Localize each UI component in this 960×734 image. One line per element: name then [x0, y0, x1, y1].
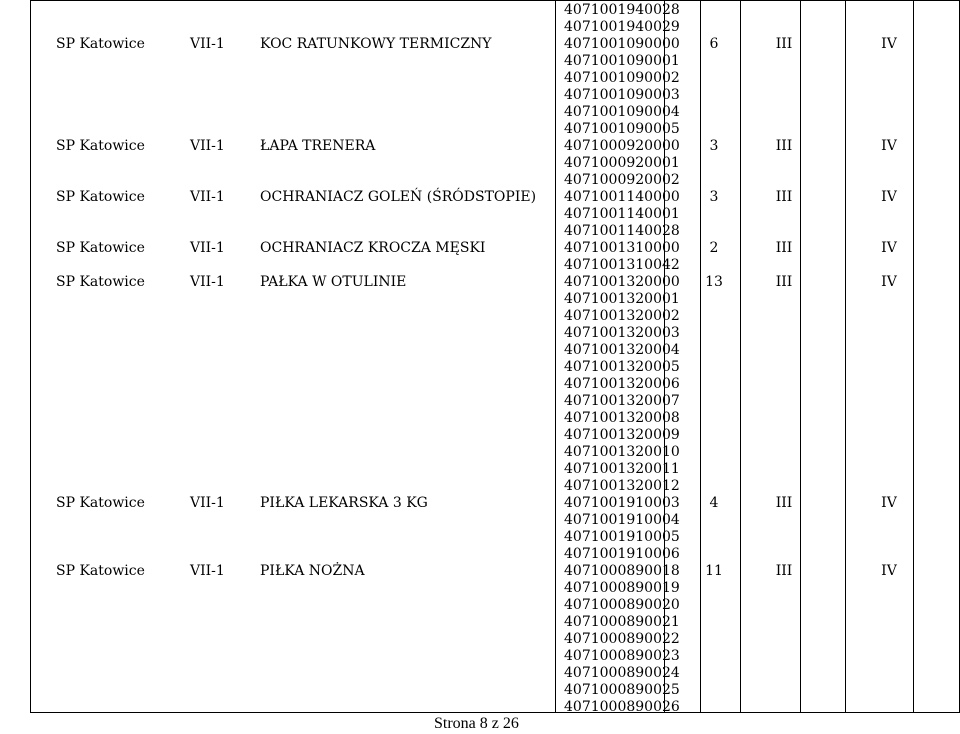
serial-number: 4071001320005: [564, 359, 680, 375]
serial-number: 4071001320011: [564, 461, 680, 477]
category-cell: IV: [881, 274, 897, 290]
unit-cell: SP Katowice: [56, 563, 145, 579]
class-cell: III: [775, 274, 793, 290]
serial-number: 4071001310000: [564, 240, 680, 256]
serial-number: 4071001320003: [564, 325, 680, 341]
class-cell: III: [775, 138, 793, 154]
serial-number: 4071001910004: [564, 512, 680, 528]
code-cell: VII-1: [190, 495, 225, 511]
quantity-cell: 13: [705, 274, 723, 290]
serial-number: 4071000890018: [564, 563, 680, 579]
quantity-cell: 4: [709, 495, 719, 511]
category-cell: IV: [881, 240, 897, 256]
serial-number: 4071001940028: [564, 2, 680, 18]
serial-number: 4071001090003: [564, 87, 680, 103]
quantity-cell: 6: [709, 36, 719, 52]
item-name-cell: PIŁKA NOŻNA: [260, 563, 365, 579]
serial-number-list: [564, 2, 694, 36]
serial-number: 4071001910005: [564, 529, 680, 545]
page-number: Strona 8 z 26: [434, 715, 519, 732]
serial-number: 4071001320010: [564, 444, 680, 460]
serial-number: 4071001090002: [564, 70, 680, 86]
column-divider: [845, 0, 846, 712]
serial-number: 4071001320001: [564, 291, 680, 307]
quantity-cell: 11: [705, 563, 723, 579]
serial-number: 4071001090004: [564, 104, 680, 120]
category-cell: IV: [881, 563, 897, 579]
item-name-cell: PAŁKA W OTULINIE: [260, 274, 407, 290]
serial-number: 4071001320009: [564, 427, 680, 443]
code-cell: VII-1: [190, 563, 225, 579]
item-name-cell: OCHRANIACZ KROCZA MĘSKI: [260, 240, 486, 256]
serial-number: 4071000890026: [564, 699, 680, 715]
class-cell: III: [775, 240, 793, 256]
serial-number: 4071001910006: [564, 546, 680, 562]
item-name-cell: ŁAPA TRENERA: [260, 138, 376, 154]
serial-number: 4071001910003: [564, 495, 680, 511]
serial-number: 4071000890022: [564, 631, 680, 647]
serial-number: 4071001140000: [564, 189, 680, 205]
quantity-cell: 2: [709, 240, 719, 256]
unit-cell: SP Katowice: [56, 274, 145, 290]
serial-number: 4071000890023: [564, 648, 680, 664]
serial-number: 4071001320006: [564, 376, 680, 392]
serial-number: 4071001310042: [564, 257, 680, 273]
serial-number: 4071001320004: [564, 342, 680, 358]
serial-number: 4071000890019: [564, 580, 680, 596]
serial-number-list: [564, 138, 694, 189]
column-divider: [800, 0, 801, 712]
serial-number: 4071000920002: [564, 172, 680, 188]
class-cell: III: [775, 36, 793, 52]
serial-number-list: [564, 240, 694, 274]
serial-number: 4071001320002: [564, 308, 680, 324]
serial-number-list: [564, 36, 694, 138]
item-name-cell: PIŁKA LEKARSKA 3 KG: [260, 495, 428, 511]
column-divider: [740, 0, 741, 712]
serial-number: 4071001320000: [564, 274, 680, 290]
serial-number: 4071000920000: [564, 138, 680, 154]
serial-number: 4071000890025: [564, 682, 680, 698]
class-cell: III: [775, 189, 793, 205]
serial-number-list: [564, 563, 694, 716]
column-divider: [913, 0, 914, 712]
unit-cell: SP Katowice: [56, 495, 145, 511]
serial-number: 4071000890021: [564, 614, 680, 630]
code-cell: VII-1: [190, 138, 225, 154]
code-cell: VII-1: [190, 36, 225, 52]
table-top-border: [30, 0, 960, 1]
serial-number: 4071001140001: [564, 206, 680, 222]
category-cell: IV: [881, 36, 897, 52]
unit-cell: SP Katowice: [56, 240, 145, 256]
serial-number: 4071001320007: [564, 393, 680, 409]
serial-number: 4071001320008: [564, 410, 680, 426]
column-divider: [700, 0, 701, 712]
code-cell: VII-1: [190, 189, 225, 205]
table-bottom-border: [30, 712, 960, 713]
code-cell: VII-1: [190, 274, 225, 290]
item-name-cell: OCHRANIACZ GOLEŃ (ŚRÓDSTOPIE): [260, 189, 537, 205]
serial-number: 4071000890024: [564, 665, 680, 681]
quantity-cell: 3: [709, 189, 719, 205]
serial-number: 4071001090001: [564, 53, 680, 69]
class-cell: III: [775, 563, 793, 579]
unit-cell: SP Katowice: [56, 36, 145, 52]
category-cell: IV: [881, 189, 897, 205]
quantity-cell: 3: [709, 138, 719, 154]
serial-number: 4071000890020: [564, 597, 680, 613]
unit-cell: SP Katowice: [56, 138, 145, 154]
serial-number: 4071001140028: [564, 223, 680, 239]
serial-number-list: [564, 495, 694, 563]
serial-number: 4071001090000: [564, 36, 680, 52]
item-name-cell: KOC RATUNKOWY TERMICZNY: [260, 36, 492, 52]
column-divider: [555, 0, 556, 712]
serial-number: 4071001090005: [564, 121, 680, 137]
serial-number: 4071001320012: [564, 478, 680, 494]
category-cell: IV: [881, 138, 897, 154]
column-divider: [30, 0, 31, 712]
serial-number: 4071001940029: [564, 19, 680, 35]
class-cell: III: [775, 495, 793, 511]
category-cell: IV: [881, 495, 897, 511]
code-cell: VII-1: [190, 240, 225, 256]
unit-cell: SP Katowice: [56, 189, 145, 205]
serial-number: 4071000920001: [564, 155, 680, 171]
serial-number-list: [564, 189, 694, 240]
serial-number-list: [564, 274, 694, 495]
